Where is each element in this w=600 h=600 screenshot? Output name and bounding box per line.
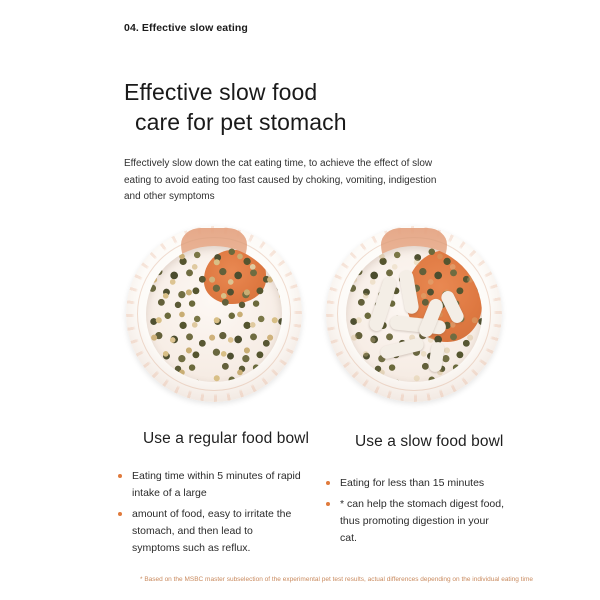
bowl-inner-regular (146, 246, 282, 382)
slow-bowl-caption: Use a slow food bowl (355, 433, 504, 450)
footnote: * Based on the MSBC master subselection of the experimental pet test results, actual differences depending on the individual eating time (140, 576, 533, 583)
slow-bowl-bullet-list (320, 475, 505, 551)
section-label: 04. Effective slow eating (124, 22, 248, 34)
regular-food-bowl-image (126, 226, 302, 402)
headline-line-1: Effective slow food (124, 79, 318, 106)
bowl-inner-slow (346, 246, 482, 382)
bowl-comparison-images (0, 226, 600, 406)
list-item: amount of food, easy to irritate the stomach, and then lead to symptoms such as reflux. (112, 506, 302, 557)
headline-line-2: care for pet stomach (135, 109, 347, 136)
list-item: Eating for less than 15 minutes (320, 475, 505, 492)
slow-food-bowl-image (326, 226, 502, 402)
light-kibble-texture (146, 246, 282, 382)
list-item: * can help the stomach digest food, thus promoting digestion in your cat. (320, 496, 505, 547)
regular-bowl-caption: Use a regular food bowl (143, 430, 310, 447)
intro-paragraph: Effectively slow down the cat eating time, to achieve the effect of slow eating to avoid eating too fast caused by choking, vomiting, indigestion and other symptoms (124, 158, 437, 202)
page-title (124, 77, 347, 137)
regular-bowl-bullet-list (112, 468, 302, 561)
list-item: Eating time within 5 minutes of rapid intake of a large (112, 468, 302, 502)
